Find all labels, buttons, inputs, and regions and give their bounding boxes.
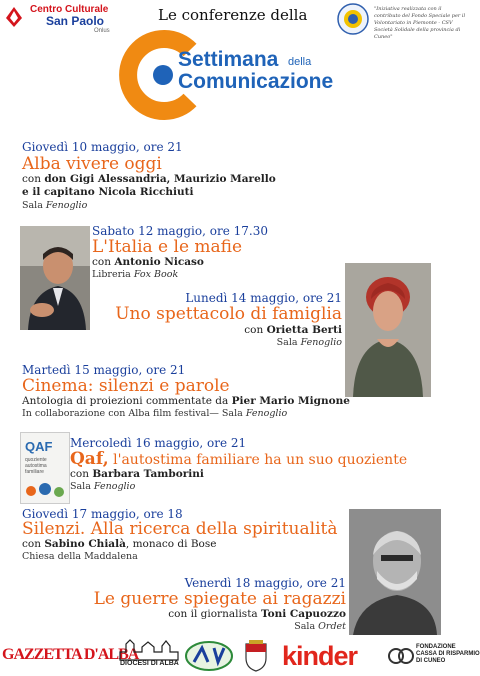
settimana-logo: [118, 30, 358, 120]
org-line2: San Paolo: [46, 14, 105, 28]
gazzetta-logo: GAZZETTA D'ALBA: [2, 646, 139, 663]
event6-speaker-names: Sabino Chialà: [44, 538, 126, 550]
event2-venue-prefix: Libreria: [92, 269, 134, 280]
event5-speaker-names: Barbara Tamborini: [92, 468, 204, 480]
event5-title: [70, 449, 407, 470]
book-title: QAF: [25, 439, 53, 454]
book-illustration-icon: [21, 479, 69, 503]
fondazione-line2: CASSA DI RISPARMIO: [416, 651, 480, 657]
book-subtitle3: familiare: [25, 469, 44, 475]
event7-con: con il giornalista: [168, 608, 262, 620]
avb-mark-icon: [184, 640, 234, 672]
header-title: Le conferenze della: [158, 6, 308, 24]
fondazione-line1: FONDAZIONE: [416, 644, 456, 650]
event6-venue: Chiesa della Maddalena: [22, 551, 138, 562]
event7-speaker-names: Toni Capuozzo: [261, 608, 346, 620]
event7-venue-name: Ordet: [318, 621, 346, 632]
event1-con: con: [22, 173, 45, 185]
org-line1: Centro Culturale: [30, 4, 109, 15]
event6-date: Giovedì 17 maggio, ore 18: [22, 507, 183, 521]
book-subtitle1: quoziente: [25, 457, 47, 463]
event5-venue-name: Fenoglio: [93, 481, 136, 492]
event5-venue: [70, 481, 135, 493]
fondazione-line3: DI CUNEO: [416, 658, 446, 664]
city-crest-logo: [244, 640, 268, 672]
avb-logo: [184, 640, 234, 672]
san-paolo-logo: [4, 4, 114, 40]
event2-speakers: [92, 256, 204, 269]
event2-date: Sabato 12 maggio, ore 17.30: [92, 224, 268, 238]
event6-speakers: [22, 538, 216, 551]
crc-mark-icon: [388, 646, 414, 666]
event3-date: Lunedì 14 maggio, ore 21: [185, 291, 342, 305]
csv-note: "Iniziativa realizzata con il contributo del Fondo Speciale per il Volontariato in Piemonte - CSV Società Solidale della provincia di Cuneo": [374, 6, 466, 40]
event1-speakers2: [22, 186, 193, 199]
diocesi-label: DIOCESI DI ALBA: [120, 660, 179, 667]
event3-venue: [277, 337, 342, 349]
event3-speaker-names: Orietta Berti: [266, 324, 342, 336]
event3-con: con: [244, 324, 267, 336]
speaker-portrait-icon: [349, 509, 441, 635]
book-subtitle2: autostima: [25, 463, 47, 469]
event7-venue: [294, 621, 346, 633]
event2-venue: [92, 269, 178, 281]
event3-venue-prefix: Sala: [276, 337, 301, 348]
event1-venue: [22, 200, 87, 212]
event1-speaker-names: don Gigi Alessandria, Maurizio Marello: [44, 173, 276, 185]
logo-word-comunicazione: Comunicazione: [178, 70, 334, 93]
speaker-portrait-icon: [345, 263, 431, 397]
event3-title: Uno spettacolo di famiglia: [115, 304, 342, 324]
event4-date: Martedì 15 maggio, ore 21: [22, 363, 186, 377]
event6-title: Silenzi. Alla ricerca della spiritualità: [22, 519, 338, 539]
logo-word-della: della: [288, 56, 312, 68]
berti-photo: [345, 263, 431, 397]
event5-con: con: [70, 468, 93, 480]
speaker-portrait-icon: [20, 226, 90, 330]
event4-speaker-names: Pier Mario Mignone: [231, 395, 350, 407]
fondazione-crc-logo: [388, 644, 480, 672]
event5-title-text: l'autostima familiare ha un suo quoziente: [108, 452, 408, 468]
event4-venue: [22, 408, 287, 420]
event2-speaker-names: Antonio Nicaso: [114, 256, 204, 268]
event5-venue-prefix: Sala: [70, 481, 94, 492]
event4-desc-text: Antologia di proiezioni commentate da: [22, 395, 232, 407]
event1-venue-name: Fenoglio: [45, 200, 88, 211]
nicaso-photo: [20, 226, 90, 330]
event1-title: Alba vivere oggi: [22, 154, 162, 174]
qaf-book-cover: [20, 432, 70, 504]
kinder-logo: kinder: [282, 641, 358, 671]
event3-venue-name: Fenoglio: [300, 337, 342, 348]
event4-desc: [22, 395, 350, 408]
event3-speakers: [244, 324, 342, 337]
event1-speakers: [22, 173, 276, 186]
event5-title-bold: Qaf,: [70, 449, 109, 469]
cathedral-skyline-icon: [118, 638, 180, 660]
diocesi-logo: [118, 638, 180, 672]
event5-speakers: [70, 468, 204, 481]
event4-venue-prefix: In collaborazione con Alba film festival— Sala: [22, 408, 246, 419]
event2-venue-name: Fox Book: [133, 269, 179, 280]
event5-date: Mercoledì 16 maggio, ore 21: [70, 436, 247, 450]
san-paolo-emblem-icon: [4, 6, 24, 28]
event7-title: Le guerre spiegate ai ragazzi: [93, 589, 346, 609]
event1-date: Giovedì 10 maggio, ore 21: [22, 140, 183, 154]
event1-venue-prefix: Sala: [22, 200, 46, 211]
event7-date: Venerdì 18 maggio, ore 21: [184, 576, 346, 590]
event7-venue-prefix: Sala: [294, 621, 319, 632]
event1-speaker-names2: e il capitano Nicola Ricchiuti: [22, 186, 194, 198]
crest-shield-icon: [244, 640, 268, 672]
event7-speakers: [168, 608, 346, 621]
event4-title: Cinema: silenzi e parole: [22, 376, 230, 396]
event4-venue-name: Fenoglio: [245, 408, 288, 419]
event6-speaker-suffix: , monaco di Bose: [125, 538, 217, 550]
event2-title: L'Italia e le mafie: [92, 237, 243, 257]
logo-word-settimana: Settimana: [178, 48, 279, 71]
org-line3: Onlus: [94, 28, 110, 34]
event6-con: con: [22, 538, 45, 550]
event2-con: con: [92, 256, 115, 268]
capuozzo-photo: [349, 509, 441, 635]
